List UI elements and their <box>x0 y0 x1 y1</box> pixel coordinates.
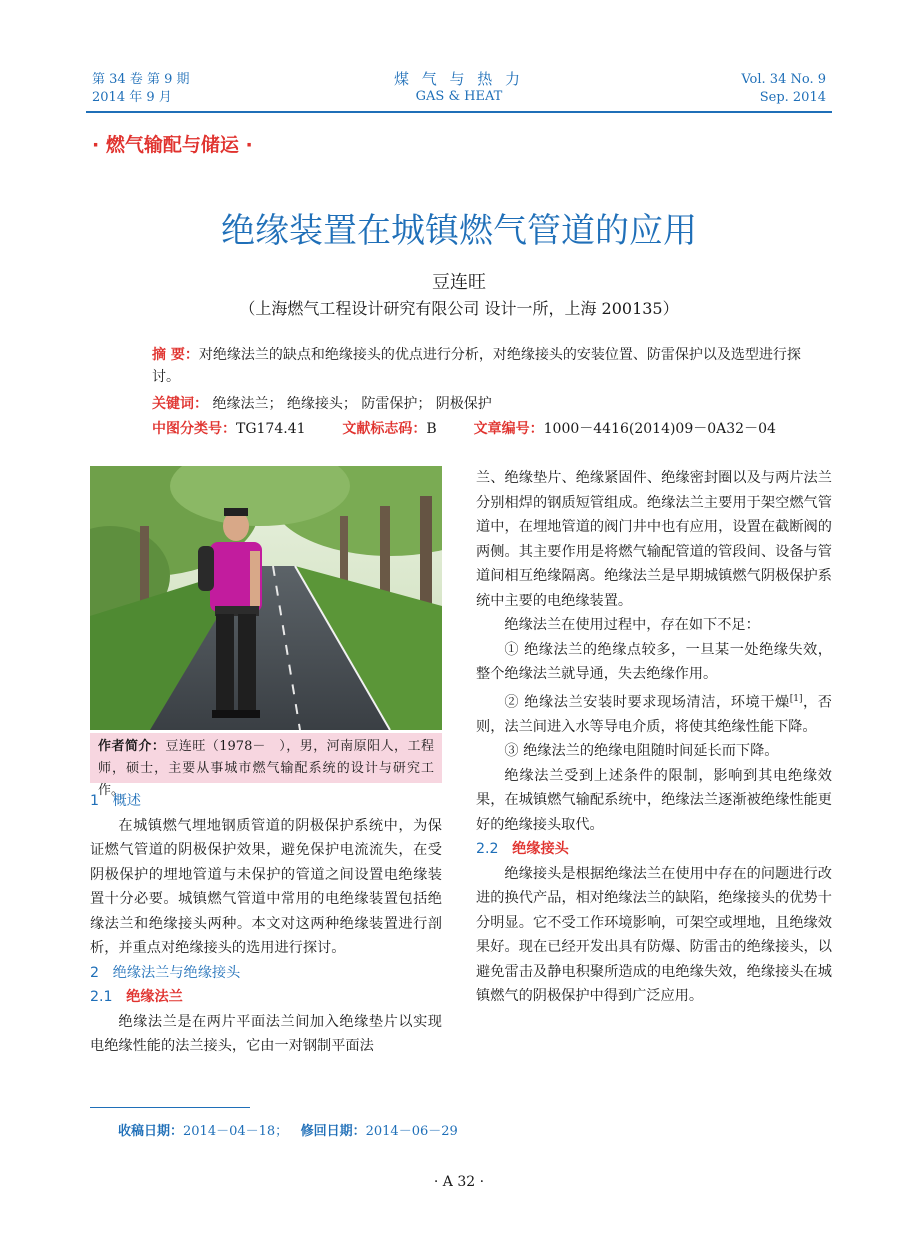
abstract-text: 对绝缘法兰的缺点和绝缘接头的优点进行分析，对绝缘接头的安装位置、防雷保护以及选型进行探讨。 <box>152 347 801 385</box>
pub-date-en: Sep. 2014 <box>759 90 826 105</box>
revised-label: 修回日期： <box>300 1124 366 1139</box>
paragraph: 绝缘接头是根据绝缘法兰在使用中存在的问题进行改进的换代产品，相对绝缘法兰的缺陷，绝缘接头的优势十分明显。它不受工作环境影响，可架空或埋地，且绝缘效果好。现在已经开发出具有防爆、防雷击的绝缘接头，以避免雷击及静电积聚所造成的电绝缘失效，绝缘接头在城镇燃气的阴极保护中得到广泛应用。 <box>476 865 832 1005</box>
affiliation: （上海燃气工程设计研究有限公司 设计一所，上海 200135） <box>239 299 679 318</box>
classification-line <box>152 418 776 440</box>
list-item: ③ 绝缘法兰的绝缘电阻随时间延长而下降。 <box>504 743 779 760</box>
journal-name-cn: 煤 气 与 热 力 <box>393 70 525 88</box>
article-title: 绝缘装置在城镇燃气管道的应用 <box>221 211 697 251</box>
paragraph: 兰、绝缘垫片、绝缘紧固件、绝缘密封圈以及与两片法兰分别相焊的钢质短管组成。绝缘法兰主要用于架空燃气管道中，在埋地管道的阀门井中也有应用，设置在截断阀的两侧。其主要作用是将燃气输配管道的管段间、设备与管道间相互绝缘隔离。绝缘法兰是早期城镇燃气阴极保护系统中主要的电绝缘装置。 <box>476 470 832 609</box>
doc-code: B <box>426 421 437 437</box>
clc-label: 中图分类号： <box>152 421 236 437</box>
list-item: ② 绝缘法兰安装时要求现场清洁，环境干燥[1]，否则，法兰间进入水等导电介质，将使其绝缘性能下降。 <box>476 693 832 735</box>
received-date: 2014－04－18； <box>183 1124 289 1139</box>
column-tag: · 燃气输配与储运 · <box>92 134 253 156</box>
header-rule <box>86 111 832 113</box>
section-heading-1: 1 概述 <box>90 793 141 809</box>
keywords: 绝缘法兰； 绝缘接头； 防雷保护； 阴极保护 <box>212 396 492 412</box>
paragraph: 绝缘法兰在使用过程中，存在如下不足： <box>504 617 760 633</box>
paragraph: 绝缘法兰受到上述条件的限制，影响到其电绝缘效果，在城镇燃气输配系统中，绝缘法兰逐渐被绝缘性能更好的绝缘接头取代。 <box>476 767 832 833</box>
footnote-dates <box>118 1120 458 1139</box>
header-right <box>741 71 826 107</box>
paragraph: 绝缘法兰是在两片平面法兰间加入绝缘垫片以实现电绝缘性能的法兰接头，它由一对钢制平面法 <box>90 1013 442 1054</box>
section-heading-2: 2 绝缘法兰与绝缘接头 <box>90 964 241 981</box>
subsection-heading-2-2: 2.2 绝缘接头 <box>476 841 569 858</box>
clc-code: TG174.41 <box>236 421 306 437</box>
keywords-line <box>152 393 492 415</box>
article-no-label: 文章编号： <box>473 421 544 437</box>
author-photo-image <box>90 466 442 730</box>
footnote-rule <box>90 1107 250 1108</box>
volume-issue: 第 34 卷 第 9 期 <box>92 72 190 87</box>
author-bio-label: 作者简介： <box>98 739 166 754</box>
abstract-label: 摘 要： <box>152 347 199 363</box>
citation-ref: [1] <box>789 693 803 704</box>
doc-code-label: 文献标志码： <box>342 421 427 437</box>
left-column <box>90 789 442 1059</box>
journal-name-en: GAS & HEAT <box>415 89 503 104</box>
author: 豆连旺 <box>432 272 486 293</box>
author-bio <box>90 733 442 798</box>
article-no: 1000－4416(2014)09－0A32－04 <box>543 421 776 437</box>
author-photo <box>90 466 442 730</box>
page-number: · A 32 · <box>433 1174 485 1190</box>
subsection-heading-2-1: 2.1 绝缘法兰 <box>90 989 183 1005</box>
paragraph: 在城镇燃气埋地钢质管道的阴极保护系统中，为保证燃气管道的阴极保护效果，避免保护电流流失，在受阴极保护的埋地管道与未保护的管道之间设置电绝缘装置十分必要。城镇燃气管道中常用的电绝缘装置包括绝缘法兰和绝缘接头两种。本文对这两种绝缘装置进行剖析，并重点对绝缘接头的选用进行探讨。 <box>90 817 442 956</box>
abstract <box>120 344 810 388</box>
list-item: ① 绝缘法兰的绝缘点较多，一旦某一处绝缘失效，整个绝缘法兰就导通，失去绝缘作用。 <box>476 641 832 682</box>
right-column <box>476 466 832 1009</box>
keywords-label: 关键词： <box>152 396 208 412</box>
author-bio-text: 豆连旺（1978－ ），男，河南原阳人，工程师，硕士，主要从事城市燃气输配系统的设计与研究工作。 <box>98 739 434 798</box>
volume-issue-en: Vol. 34 No. 9 <box>741 72 826 87</box>
pub-date-cn: 2014 年 9 月 <box>92 90 172 105</box>
revised-date: 2014－06－29 <box>365 1124 458 1139</box>
received-label: 收稿日期： <box>118 1124 184 1139</box>
